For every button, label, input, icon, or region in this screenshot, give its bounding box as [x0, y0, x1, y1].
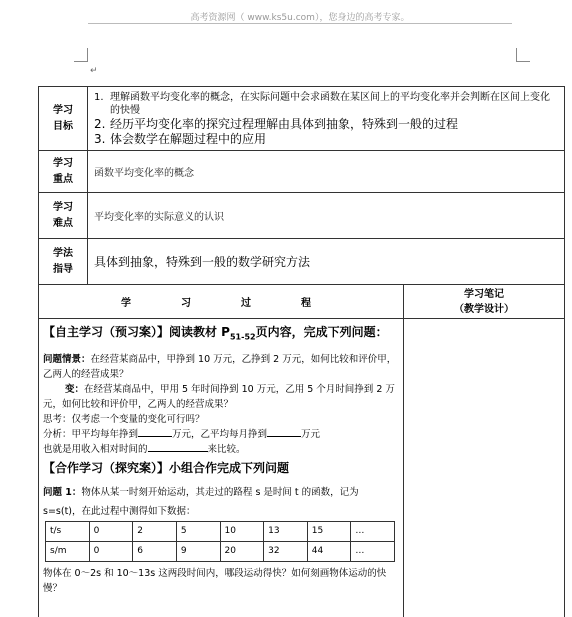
analysis-part: 万元: [301, 429, 321, 441]
analysis: [43, 427, 399, 442]
motion-data-table: [45, 521, 395, 562]
table-cell: 32: [264, 542, 308, 562]
table-cell: 6: [133, 542, 177, 562]
scenario-text: 在经营某商品中，甲挣到 10 万元，乙挣到 2 万元，如何比较和评价甲，乙两人的经营成果？: [43, 354, 397, 381]
goal-text: 体会数学在解题过程中的应用: [110, 131, 267, 146]
label-objectives: [39, 87, 88, 151]
variant-text: 在经营某商品中，甲用 5 年时间挣到 10 万元，乙用 5 个月时间挣到 2 万元，如何比较和评价甲，乙两人的经营成果？: [43, 384, 395, 411]
variant: [43, 382, 399, 412]
header-divider: [88, 23, 512, 24]
variant-label: 变：: [65, 384, 85, 396]
label-line: 难点: [53, 217, 73, 229]
notes-title: [404, 285, 565, 319]
table-cell: …: [351, 522, 395, 542]
scenario: [43, 352, 399, 382]
goal-text: 理解函数平均变化率的概念，在实际问题中会求函数在某区间上的平均变化率并会判断在区间上变化的快慢: [110, 91, 550, 116]
table-cell: 13: [264, 522, 308, 542]
row-key-points: [39, 151, 565, 193]
answer-blank[interactable]: [148, 442, 208, 452]
table-cell: 15: [307, 522, 351, 542]
row-process-header: [39, 285, 565, 319]
self-study-title-pages: 51-52: [229, 332, 256, 342]
coop-title: 【合作学习（探究案）】小组合作完成下列问题: [43, 461, 290, 476]
label-line: 目标: [53, 120, 73, 132]
question-1-cont: s=s(t)，在此过程中测得如下数据：: [43, 506, 196, 518]
crop-mark-right: [516, 48, 530, 62]
goal-1: [94, 91, 558, 117]
label-line: 重点: [53, 173, 73, 185]
goal-2: [94, 117, 558, 132]
row-process-body: [39, 319, 565, 617]
question-1-text: 物体从某一时刻开始运动，其走过的路程 s 是时间 t 的函数，记为: [81, 487, 359, 499]
table-row: [46, 542, 395, 562]
answer-blank[interactable]: [267, 427, 301, 437]
goal-3: [94, 132, 558, 147]
lesson-plan-table: [38, 86, 565, 617]
label-line: 学习: [53, 201, 73, 213]
answer-blank[interactable]: [138, 427, 172, 437]
label-method: [39, 239, 88, 285]
after-table-question: 物体在 0～2s 和 10～13s 这两段时间内，哪段运动得快？如何刻画物体运动的快慢？: [43, 568, 387, 595]
goal-number: 3.: [94, 131, 106, 146]
think: 思考：仅考虑一个变量的变化可行吗？: [43, 414, 205, 426]
page-header: 高考资源网（ www.ks5u.com），您身边的高考专家。: [190, 13, 410, 23]
row-difficulties: [39, 193, 565, 239]
table-cell: 5: [176, 522, 220, 542]
conclusion-part: 来比较。: [207, 444, 246, 456]
row-objectives: [39, 87, 565, 151]
goal-number: 2.: [94, 116, 106, 131]
key-points-content: 函数平均变化率的概念: [88, 151, 565, 193]
conclusion-part: 也就是用收入相对时间的: [43, 444, 148, 456]
self-study-title-suffix: 页内容，完成下列问题：: [255, 325, 388, 339]
difficulties-content: 平均变化率的实际意义的认识: [88, 193, 565, 239]
question-1-label: 问题 1：: [43, 487, 82, 499]
table-cell: …: [351, 542, 395, 562]
paragraph-mark: ↵: [90, 66, 98, 76]
table-cell: 0: [89, 522, 133, 542]
notes-title-line: （教学设计）: [454, 303, 514, 315]
analysis-part: 万元，乙平均每月挣到: [172, 429, 268, 441]
table-cell: 44: [307, 542, 351, 562]
self-study-title: [43, 323, 399, 346]
process-body: [39, 319, 404, 617]
goal-text: 经历平均变化率的探究过程理解由具体到抽象，特殊到一般的过程: [110, 116, 459, 131]
question-1: [43, 485, 399, 500]
objectives-content: [88, 87, 565, 151]
table-cell: 20: [220, 542, 264, 562]
self-study-title-prefix: 【自主学习（预习案）】阅读教材 P: [43, 325, 230, 339]
crop-mark-left: [74, 48, 88, 62]
label-line: 学法: [53, 247, 73, 259]
label-difficulties: [39, 193, 88, 239]
table-cell: 0: [89, 542, 133, 562]
table-row: [46, 522, 395, 542]
notes-title-line: 学习笔记: [464, 288, 504, 300]
scenario-label: 问题情景：: [43, 354, 91, 366]
label-line: 学习: [53, 157, 73, 169]
process-title: 学习过程: [39, 285, 404, 319]
row-method: [39, 239, 565, 285]
label-line: 指导: [53, 263, 73, 275]
table-cell: t/s: [46, 522, 90, 542]
notes-column[interactable]: [404, 319, 565, 617]
table-cell: s/m: [46, 542, 90, 562]
table-cell: 9: [176, 542, 220, 562]
table-cell: 10: [220, 522, 264, 542]
method-content: 具体到抽象，特殊到一般的数学研究方法: [88, 239, 565, 285]
label-key-points: [39, 151, 88, 193]
conclusion: [43, 442, 399, 457]
analysis-part: 分析：甲平均每年挣到: [43, 429, 139, 441]
table-cell: 2: [133, 522, 177, 542]
goal-number: 1.: [94, 91, 104, 103]
label-line: 学习: [53, 104, 73, 116]
